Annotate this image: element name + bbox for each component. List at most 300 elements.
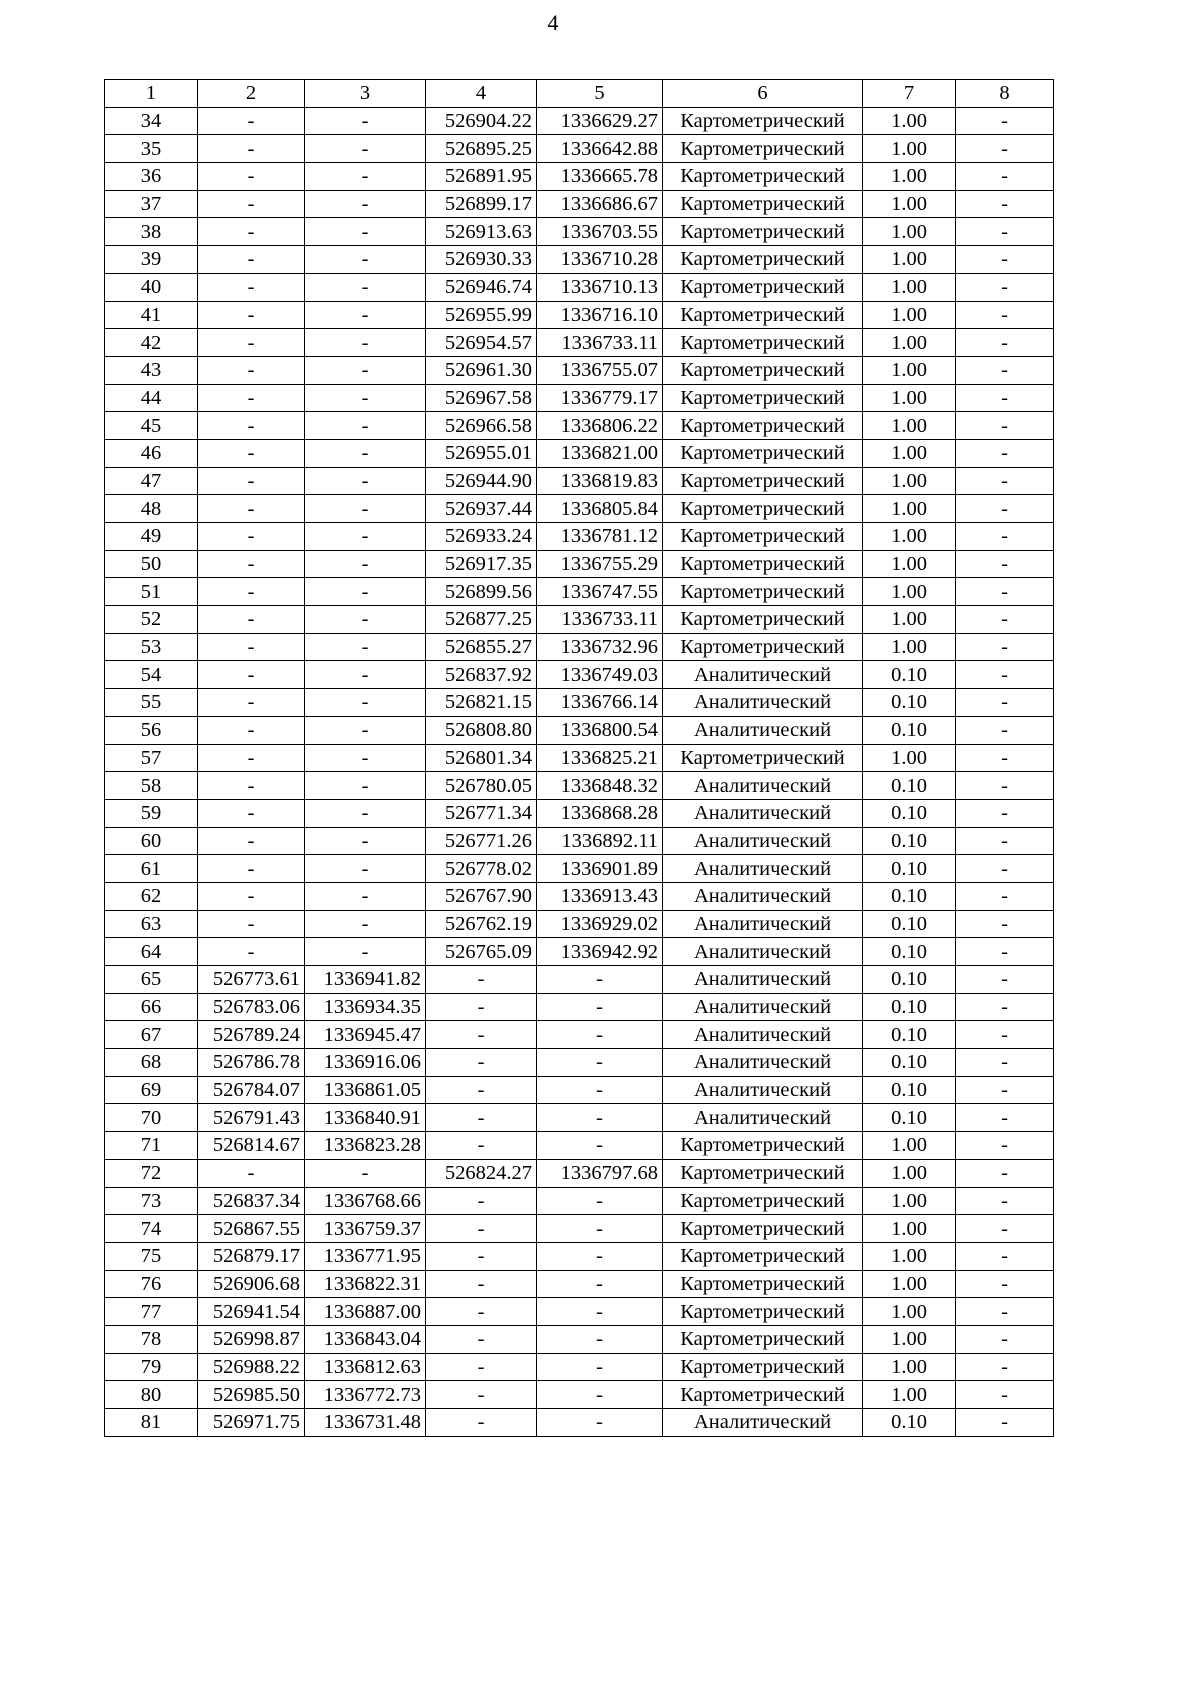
method-cell: Аналитический — [663, 1104, 863, 1132]
old-y-cell: - — [305, 606, 426, 634]
accuracy-cell: 0.10 — [863, 799, 956, 827]
accuracy-cell: 1.00 — [863, 467, 956, 495]
old-x-cell: 526783.06 — [198, 993, 305, 1021]
note-cell: - — [956, 273, 1054, 301]
note-cell: - — [956, 1381, 1054, 1409]
old-y-cell: 1336861.05 — [305, 1076, 426, 1104]
new-x-cell: - — [426, 993, 537, 1021]
accuracy-cell: 0.10 — [863, 966, 956, 994]
old-x-cell: - — [198, 467, 305, 495]
method-cell: Аналитический — [663, 966, 863, 994]
accuracy-cell: 0.10 — [863, 772, 956, 800]
new-y-cell: - — [537, 1242, 663, 1270]
new-y-cell: - — [537, 1049, 663, 1077]
new-x-cell: - — [426, 1325, 537, 1353]
table-row — [105, 439, 1054, 467]
accuracy-cell: 1.00 — [863, 1353, 956, 1381]
point-number-cell: 45 — [105, 412, 198, 440]
method-cell: Аналитический — [663, 799, 863, 827]
old-y-cell: - — [305, 439, 426, 467]
column-header: 3 — [305, 80, 426, 108]
point-number-cell: 36 — [105, 163, 198, 191]
table-row — [105, 1325, 1054, 1353]
point-number-cell: 44 — [105, 384, 198, 412]
new-x-cell: - — [426, 1076, 537, 1104]
new-y-cell: 1336716.10 — [537, 301, 663, 329]
column-header: 1 — [105, 80, 198, 108]
table-row — [105, 1076, 1054, 1104]
table-row — [105, 190, 1054, 218]
method-cell: Картометрический — [663, 1381, 863, 1409]
new-y-cell: 1336901.89 — [537, 855, 663, 883]
new-x-cell: 526801.34 — [426, 744, 537, 772]
old-x-cell: - — [198, 633, 305, 661]
method-cell: Аналитический — [663, 938, 863, 966]
method-cell: Картометрический — [663, 301, 863, 329]
accuracy-cell: 0.10 — [863, 1076, 956, 1104]
accuracy-cell: 1.00 — [863, 1187, 956, 1215]
table-row — [105, 1132, 1054, 1160]
old-x-cell: 526941.54 — [198, 1298, 305, 1326]
note-cell: - — [956, 855, 1054, 883]
column-header: 5 — [537, 80, 663, 108]
table-row — [105, 1215, 1054, 1243]
method-cell: Аналитический — [663, 1021, 863, 1049]
method-cell: Картометрический — [663, 523, 863, 551]
table-row — [105, 1021, 1054, 1049]
header-row — [105, 80, 1054, 108]
old-x-cell: 526814.67 — [198, 1132, 305, 1160]
new-y-cell: - — [537, 966, 663, 994]
table-row — [105, 495, 1054, 523]
accuracy-cell: 0.10 — [863, 1409, 956, 1437]
point-number-cell: 58 — [105, 772, 198, 800]
old-x-cell: 526906.68 — [198, 1270, 305, 1298]
new-y-cell: 1336942.92 — [537, 938, 663, 966]
old-x-cell: - — [198, 855, 305, 883]
note-cell: - — [956, 1325, 1054, 1353]
note-cell: - — [956, 689, 1054, 717]
new-y-cell: 1336913.43 — [537, 882, 663, 910]
table-row — [105, 882, 1054, 910]
old-y-cell: - — [305, 523, 426, 551]
accuracy-cell: 0.10 — [863, 855, 956, 883]
old-x-cell: 526985.50 — [198, 1381, 305, 1409]
table-row — [105, 827, 1054, 855]
old-y-cell: - — [305, 384, 426, 412]
old-y-cell: - — [305, 578, 426, 606]
note-cell: - — [956, 938, 1054, 966]
accuracy-cell: 0.10 — [863, 1021, 956, 1049]
method-cell: Аналитический — [663, 910, 863, 938]
accuracy-cell: 1.00 — [863, 246, 956, 274]
old-x-cell: - — [198, 356, 305, 384]
note-cell: - — [956, 799, 1054, 827]
point-number-cell: 57 — [105, 744, 198, 772]
point-number-cell: 63 — [105, 910, 198, 938]
new-y-cell: 1336800.54 — [537, 716, 663, 744]
column-header: 8 — [956, 80, 1054, 108]
old-x-cell: 526784.07 — [198, 1076, 305, 1104]
new-x-cell: 526767.90 — [426, 882, 537, 910]
new-y-cell: - — [537, 993, 663, 1021]
new-x-cell: - — [426, 1270, 537, 1298]
note-cell: - — [956, 1049, 1054, 1077]
new-y-cell: 1336733.11 — [537, 329, 663, 357]
old-x-cell: - — [198, 384, 305, 412]
old-y-cell: 1336822.31 — [305, 1270, 426, 1298]
new-y-cell: 1336733.11 — [537, 606, 663, 634]
new-x-cell: 526877.25 — [426, 606, 537, 634]
method-cell: Картометрический — [663, 246, 863, 274]
method-cell: Картометрический — [663, 1325, 863, 1353]
method-cell: Аналитический — [663, 882, 863, 910]
point-number-cell: 66 — [105, 993, 198, 1021]
point-number-cell: 61 — [105, 855, 198, 883]
old-y-cell: 1336823.28 — [305, 1132, 426, 1160]
new-y-cell: 1336629.27 — [537, 107, 663, 135]
new-y-cell: - — [537, 1215, 663, 1243]
method-cell: Аналитический — [663, 689, 863, 717]
new-x-cell: - — [426, 1409, 537, 1437]
new-x-cell: - — [426, 1132, 537, 1160]
table-row — [105, 135, 1054, 163]
point-number-cell: 68 — [105, 1049, 198, 1077]
new-x-cell: 526899.17 — [426, 190, 537, 218]
note-cell: - — [956, 1187, 1054, 1215]
point-number-cell: 52 — [105, 606, 198, 634]
table-row — [105, 218, 1054, 246]
table-row — [105, 993, 1054, 1021]
point-number-cell: 49 — [105, 523, 198, 551]
new-x-cell: - — [426, 1242, 537, 1270]
method-cell: Картометрический — [663, 1132, 863, 1160]
old-x-cell: 526789.24 — [198, 1021, 305, 1049]
new-y-cell: 1336929.02 — [537, 910, 663, 938]
new-y-cell: 1336642.88 — [537, 135, 663, 163]
note-cell: - — [956, 744, 1054, 772]
accuracy-cell: 1.00 — [863, 163, 956, 191]
column-header: 6 — [663, 80, 863, 108]
old-y-cell: 1336934.35 — [305, 993, 426, 1021]
note-cell: - — [956, 1353, 1054, 1381]
old-x-cell: - — [198, 246, 305, 274]
table-row — [105, 1381, 1054, 1409]
point-number-cell: 79 — [105, 1353, 198, 1381]
old-x-cell: - — [198, 716, 305, 744]
method-cell: Картометрический — [663, 1353, 863, 1381]
method-cell: Картометрический — [663, 273, 863, 301]
old-y-cell: 1336887.00 — [305, 1298, 426, 1326]
new-x-cell: 526895.25 — [426, 135, 537, 163]
old-y-cell: - — [305, 467, 426, 495]
table-row — [105, 550, 1054, 578]
table-header — [105, 80, 1054, 108]
old-y-cell: - — [305, 910, 426, 938]
accuracy-cell: 1.00 — [863, 1215, 956, 1243]
old-x-cell: - — [198, 495, 305, 523]
note-cell: - — [956, 467, 1054, 495]
table-row — [105, 938, 1054, 966]
old-x-cell: - — [198, 273, 305, 301]
new-x-cell: 526946.74 — [426, 273, 537, 301]
accuracy-cell: 1.00 — [863, 356, 956, 384]
table-body — [105, 107, 1054, 1436]
old-y-cell: - — [305, 827, 426, 855]
method-cell: Картометрический — [663, 1187, 863, 1215]
note-cell: - — [956, 495, 1054, 523]
table-row — [105, 523, 1054, 551]
point-number-cell: 70 — [105, 1104, 198, 1132]
old-y-cell: - — [305, 218, 426, 246]
table-row — [105, 633, 1054, 661]
note-cell: - — [956, 412, 1054, 440]
new-y-cell: 1336755.29 — [537, 550, 663, 578]
new-x-cell: 526780.05 — [426, 772, 537, 800]
new-x-cell: 526955.01 — [426, 439, 537, 467]
old-x-cell: 526998.87 — [198, 1325, 305, 1353]
table-row — [105, 910, 1054, 938]
accuracy-cell: 1.00 — [863, 606, 956, 634]
method-cell: Аналитический — [663, 1049, 863, 1077]
new-y-cell: 1336749.03 — [537, 661, 663, 689]
note-cell: - — [956, 1132, 1054, 1160]
note-cell: - — [956, 1409, 1054, 1437]
note-cell: - — [956, 1159, 1054, 1187]
old-y-cell: - — [305, 744, 426, 772]
method-cell: Картометрический — [663, 744, 863, 772]
point-number-cell: 74 — [105, 1215, 198, 1243]
old-x-cell: - — [198, 744, 305, 772]
new-x-cell: 526913.63 — [426, 218, 537, 246]
old-x-cell: - — [198, 135, 305, 163]
point-number-cell: 51 — [105, 578, 198, 606]
new-x-cell: - — [426, 966, 537, 994]
new-y-cell: 1336821.00 — [537, 439, 663, 467]
point-number-cell: 54 — [105, 661, 198, 689]
new-x-cell: - — [426, 1187, 537, 1215]
accuracy-cell: 1.00 — [863, 301, 956, 329]
table-row — [105, 716, 1054, 744]
point-number-cell: 78 — [105, 1325, 198, 1353]
old-y-cell: - — [305, 661, 426, 689]
point-number-cell: 48 — [105, 495, 198, 523]
note-cell: - — [956, 716, 1054, 744]
note-cell: - — [956, 439, 1054, 467]
point-number-cell: 55 — [105, 689, 198, 717]
point-number-cell: 62 — [105, 882, 198, 910]
table-row — [105, 1104, 1054, 1132]
point-number-cell: 72 — [105, 1159, 198, 1187]
new-x-cell: 526944.90 — [426, 467, 537, 495]
old-x-cell: 526867.55 — [198, 1215, 305, 1243]
new-x-cell: 526961.30 — [426, 356, 537, 384]
method-cell: Картометрический — [663, 107, 863, 135]
old-x-cell: - — [198, 938, 305, 966]
accuracy-cell: 1.00 — [863, 1270, 956, 1298]
new-y-cell: 1336848.32 — [537, 772, 663, 800]
method-cell: Картометрический — [663, 1159, 863, 1187]
new-x-cell: 526904.22 — [426, 107, 537, 135]
new-y-cell: - — [537, 1132, 663, 1160]
note-cell: - — [956, 1270, 1054, 1298]
accuracy-cell: 1.00 — [863, 412, 956, 440]
old-y-cell: - — [305, 799, 426, 827]
accuracy-cell: 1.00 — [863, 218, 956, 246]
old-x-cell: - — [198, 689, 305, 717]
accuracy-cell: 1.00 — [863, 329, 956, 357]
point-number-cell: 75 — [105, 1242, 198, 1270]
point-number-cell: 35 — [105, 135, 198, 163]
table-row — [105, 301, 1054, 329]
accuracy-cell: 0.10 — [863, 827, 956, 855]
table-row — [105, 1242, 1054, 1270]
new-x-cell: 526917.35 — [426, 550, 537, 578]
old-y-cell: - — [305, 329, 426, 357]
point-number-cell: 38 — [105, 218, 198, 246]
table-row — [105, 1159, 1054, 1187]
old-y-cell: 1336941.82 — [305, 966, 426, 994]
table-row — [105, 966, 1054, 994]
old-x-cell: 526837.34 — [198, 1187, 305, 1215]
table-row — [105, 1298, 1054, 1326]
note-cell: - — [956, 218, 1054, 246]
new-y-cell: 1336703.55 — [537, 218, 663, 246]
old-y-cell: - — [305, 772, 426, 800]
note-cell: - — [956, 910, 1054, 938]
method-cell: Картометрический — [663, 633, 863, 661]
new-y-cell: - — [537, 1325, 663, 1353]
old-x-cell: - — [198, 827, 305, 855]
accuracy-cell: 1.00 — [863, 439, 956, 467]
note-cell: - — [956, 1298, 1054, 1326]
table-row — [105, 163, 1054, 191]
column-header: 7 — [863, 80, 956, 108]
old-y-cell: - — [305, 716, 426, 744]
note-cell: - — [956, 190, 1054, 218]
note-cell: - — [956, 993, 1054, 1021]
note-cell: - — [956, 1104, 1054, 1132]
new-y-cell: 1336797.68 — [537, 1159, 663, 1187]
point-number-cell: 41 — [105, 301, 198, 329]
new-x-cell: 526778.02 — [426, 855, 537, 883]
method-cell: Аналитический — [663, 827, 863, 855]
accuracy-cell: 0.10 — [863, 1049, 956, 1077]
table-row — [105, 1409, 1054, 1437]
new-x-cell: - — [426, 1104, 537, 1132]
old-y-cell: - — [305, 412, 426, 440]
old-x-cell: - — [198, 523, 305, 551]
old-x-cell: - — [198, 190, 305, 218]
new-y-cell: - — [537, 1381, 663, 1409]
table-row — [105, 606, 1054, 634]
old-y-cell: - — [305, 135, 426, 163]
old-y-cell: - — [305, 882, 426, 910]
accuracy-cell: 0.10 — [863, 938, 956, 966]
old-y-cell: - — [305, 246, 426, 274]
old-y-cell: - — [305, 107, 426, 135]
new-y-cell: 1336747.55 — [537, 578, 663, 606]
point-number-cell: 60 — [105, 827, 198, 855]
new-y-cell: - — [537, 1076, 663, 1104]
old-x-cell: - — [198, 329, 305, 357]
method-cell: Картометрический — [663, 384, 863, 412]
method-cell: Аналитический — [663, 1076, 863, 1104]
old-y-cell: - — [305, 550, 426, 578]
method-cell: Картометрический — [663, 356, 863, 384]
table-row — [105, 1049, 1054, 1077]
method-cell: Картометрический — [663, 550, 863, 578]
accuracy-cell: 0.10 — [863, 882, 956, 910]
old-y-cell: 1336945.47 — [305, 1021, 426, 1049]
new-x-cell: 526855.27 — [426, 633, 537, 661]
note-cell: - — [956, 1242, 1054, 1270]
old-x-cell: - — [198, 910, 305, 938]
note-cell: - — [956, 329, 1054, 357]
old-y-cell: - — [305, 495, 426, 523]
old-y-cell: 1336840.91 — [305, 1104, 426, 1132]
new-x-cell: 526930.33 — [426, 246, 537, 274]
table-row — [105, 246, 1054, 274]
table-row — [105, 1270, 1054, 1298]
note-cell: - — [956, 1215, 1054, 1243]
old-x-cell: 526971.75 — [198, 1409, 305, 1437]
new-x-cell: - — [426, 1353, 537, 1381]
new-x-cell: 526808.80 — [426, 716, 537, 744]
new-y-cell: 1336710.28 — [537, 246, 663, 274]
new-x-cell: - — [426, 1298, 537, 1326]
new-x-cell: 526966.58 — [426, 412, 537, 440]
old-x-cell: 526879.17 — [198, 1242, 305, 1270]
point-number-cell: 80 — [105, 1381, 198, 1409]
table-row — [105, 356, 1054, 384]
table-row — [105, 689, 1054, 717]
note-cell: - — [956, 882, 1054, 910]
new-y-cell: - — [537, 1021, 663, 1049]
old-x-cell: - — [198, 218, 305, 246]
point-number-cell: 71 — [105, 1132, 198, 1160]
old-y-cell: - — [305, 633, 426, 661]
accuracy-cell: 1.00 — [863, 523, 956, 551]
point-number-cell: 65 — [105, 966, 198, 994]
coordinates-table — [104, 79, 1054, 1437]
old-y-cell: 1336771.95 — [305, 1242, 426, 1270]
point-number-cell: 40 — [105, 273, 198, 301]
old-x-cell: - — [198, 412, 305, 440]
old-x-cell: - — [198, 439, 305, 467]
point-number-cell: 77 — [105, 1298, 198, 1326]
point-number-cell: 76 — [105, 1270, 198, 1298]
accuracy-cell: 1.00 — [863, 190, 956, 218]
new-y-cell: 1336732.96 — [537, 633, 663, 661]
method-cell: Аналитический — [663, 993, 863, 1021]
point-number-cell: 42 — [105, 329, 198, 357]
note-cell: - — [956, 135, 1054, 163]
method-cell: Картометрический — [663, 467, 863, 495]
point-number-cell: 73 — [105, 1187, 198, 1215]
old-y-cell: - — [305, 855, 426, 883]
note-cell: - — [956, 966, 1054, 994]
new-y-cell: 1336781.12 — [537, 523, 663, 551]
old-x-cell: - — [198, 799, 305, 827]
old-y-cell: - — [305, 273, 426, 301]
method-cell: Аналитический — [663, 661, 863, 689]
method-cell: Картометрический — [663, 1242, 863, 1270]
accuracy-cell: 1.00 — [863, 384, 956, 412]
old-x-cell: - — [198, 578, 305, 606]
accuracy-cell: 1.00 — [863, 1159, 956, 1187]
method-cell: Картометрический — [663, 439, 863, 467]
